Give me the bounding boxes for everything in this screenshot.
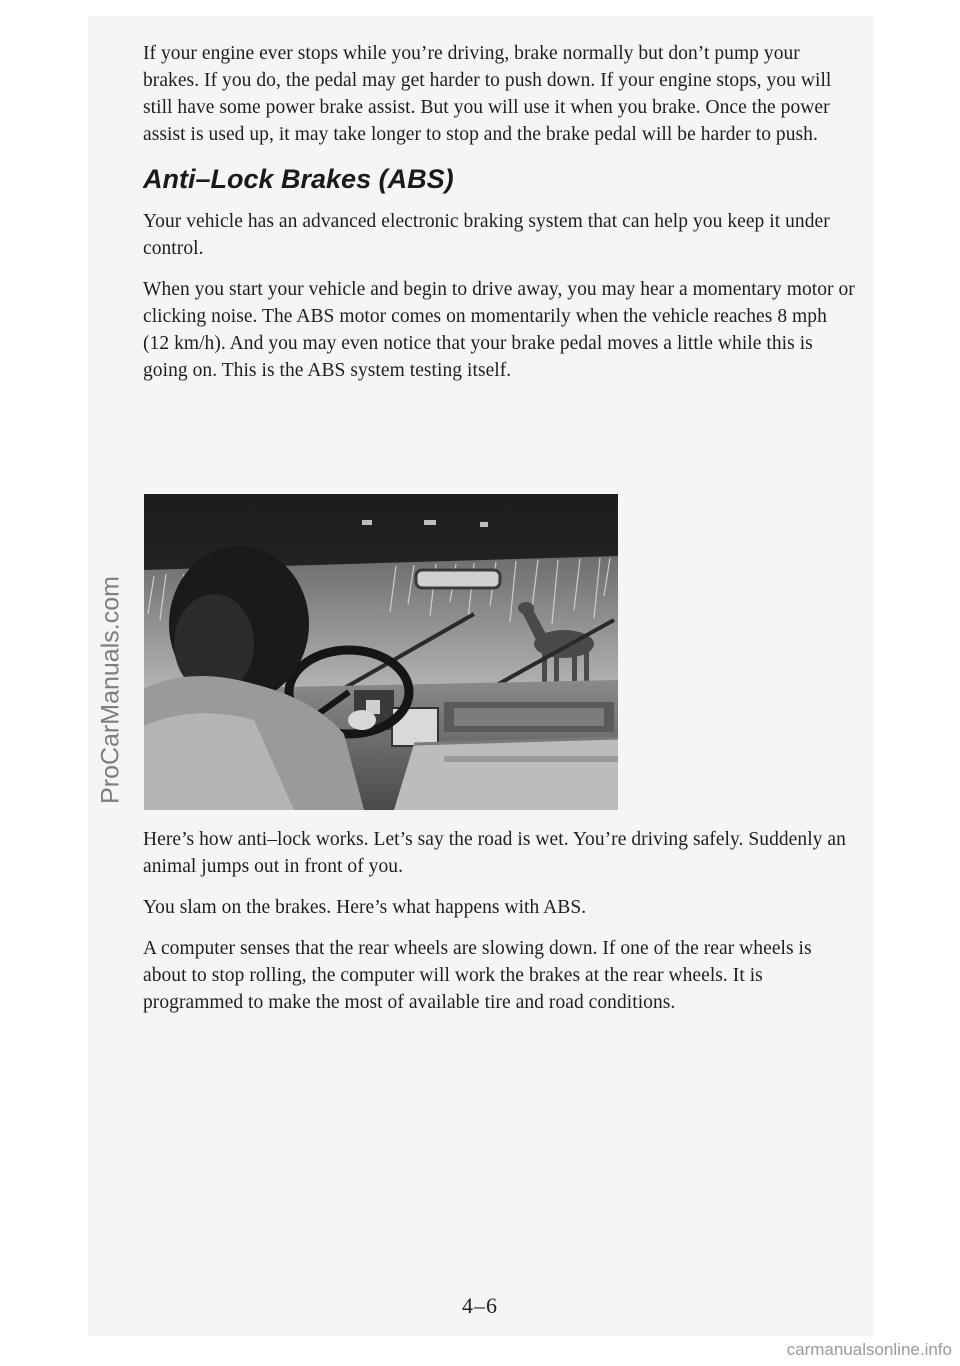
driver-in-rain-illustration <box>144 494 618 810</box>
paragraph-computer-senses: A computer senses that the rear wheels are slowing down. If one of the rear wheels is about to stop rolling, the computer will work the brakes at the rear wheels. It is programmed to make the most of available tire and road conditions. <box>143 938 812 1013</box>
paragraph-abs-intro: Your vehicle has an advanced electronic braking system that can help you keep it under control. <box>143 211 830 259</box>
section-heading-abs: Anti–Lock Brakes (ABS) <box>143 164 454 194</box>
watermark-carmanualsonline: carmanualsonline.info <box>786 1340 952 1359</box>
watermark-procarmanuals: ProCarManuals.com <box>96 576 125 804</box>
paragraph-abs-testing: When you start your vehicle and begin to drive away, you may hear a momentary motor or clicking noise. The ABS motor comes on momentarily when the vehicle reaches 8 mph (12 km/h). And you may even notice that your brake pedal moves a little while this is going on. This is the ABS system testing itself. <box>143 279 855 381</box>
paragraph-engine-stops: If your engine ever stops while you’re driving, brake normally but don’t pump your brakes. If you do, the pedal may get harder to push down. If your engine stops, you will still have some power brake assist. But you will use it when you brake. Once the power assist is used up, it may take longer to stop and the brake pedal will be harder to push. <box>143 43 832 145</box>
paragraph-slam-brakes: You slam on the brakes. Here’s what happens with ABS. <box>143 897 587 918</box>
paragraph-anti-lock-example: Here’s how anti–lock works. Let’s say the road is wet. You’re driving safely. Suddenly an animal jumps out in front of you. <box>143 829 846 877</box>
page-content-top <box>143 40 855 398</box>
page-number: 4–6 <box>462 1293 498 1318</box>
driver-scene-graphic <box>144 494 618 810</box>
page-content-bottom <box>143 826 855 1030</box>
